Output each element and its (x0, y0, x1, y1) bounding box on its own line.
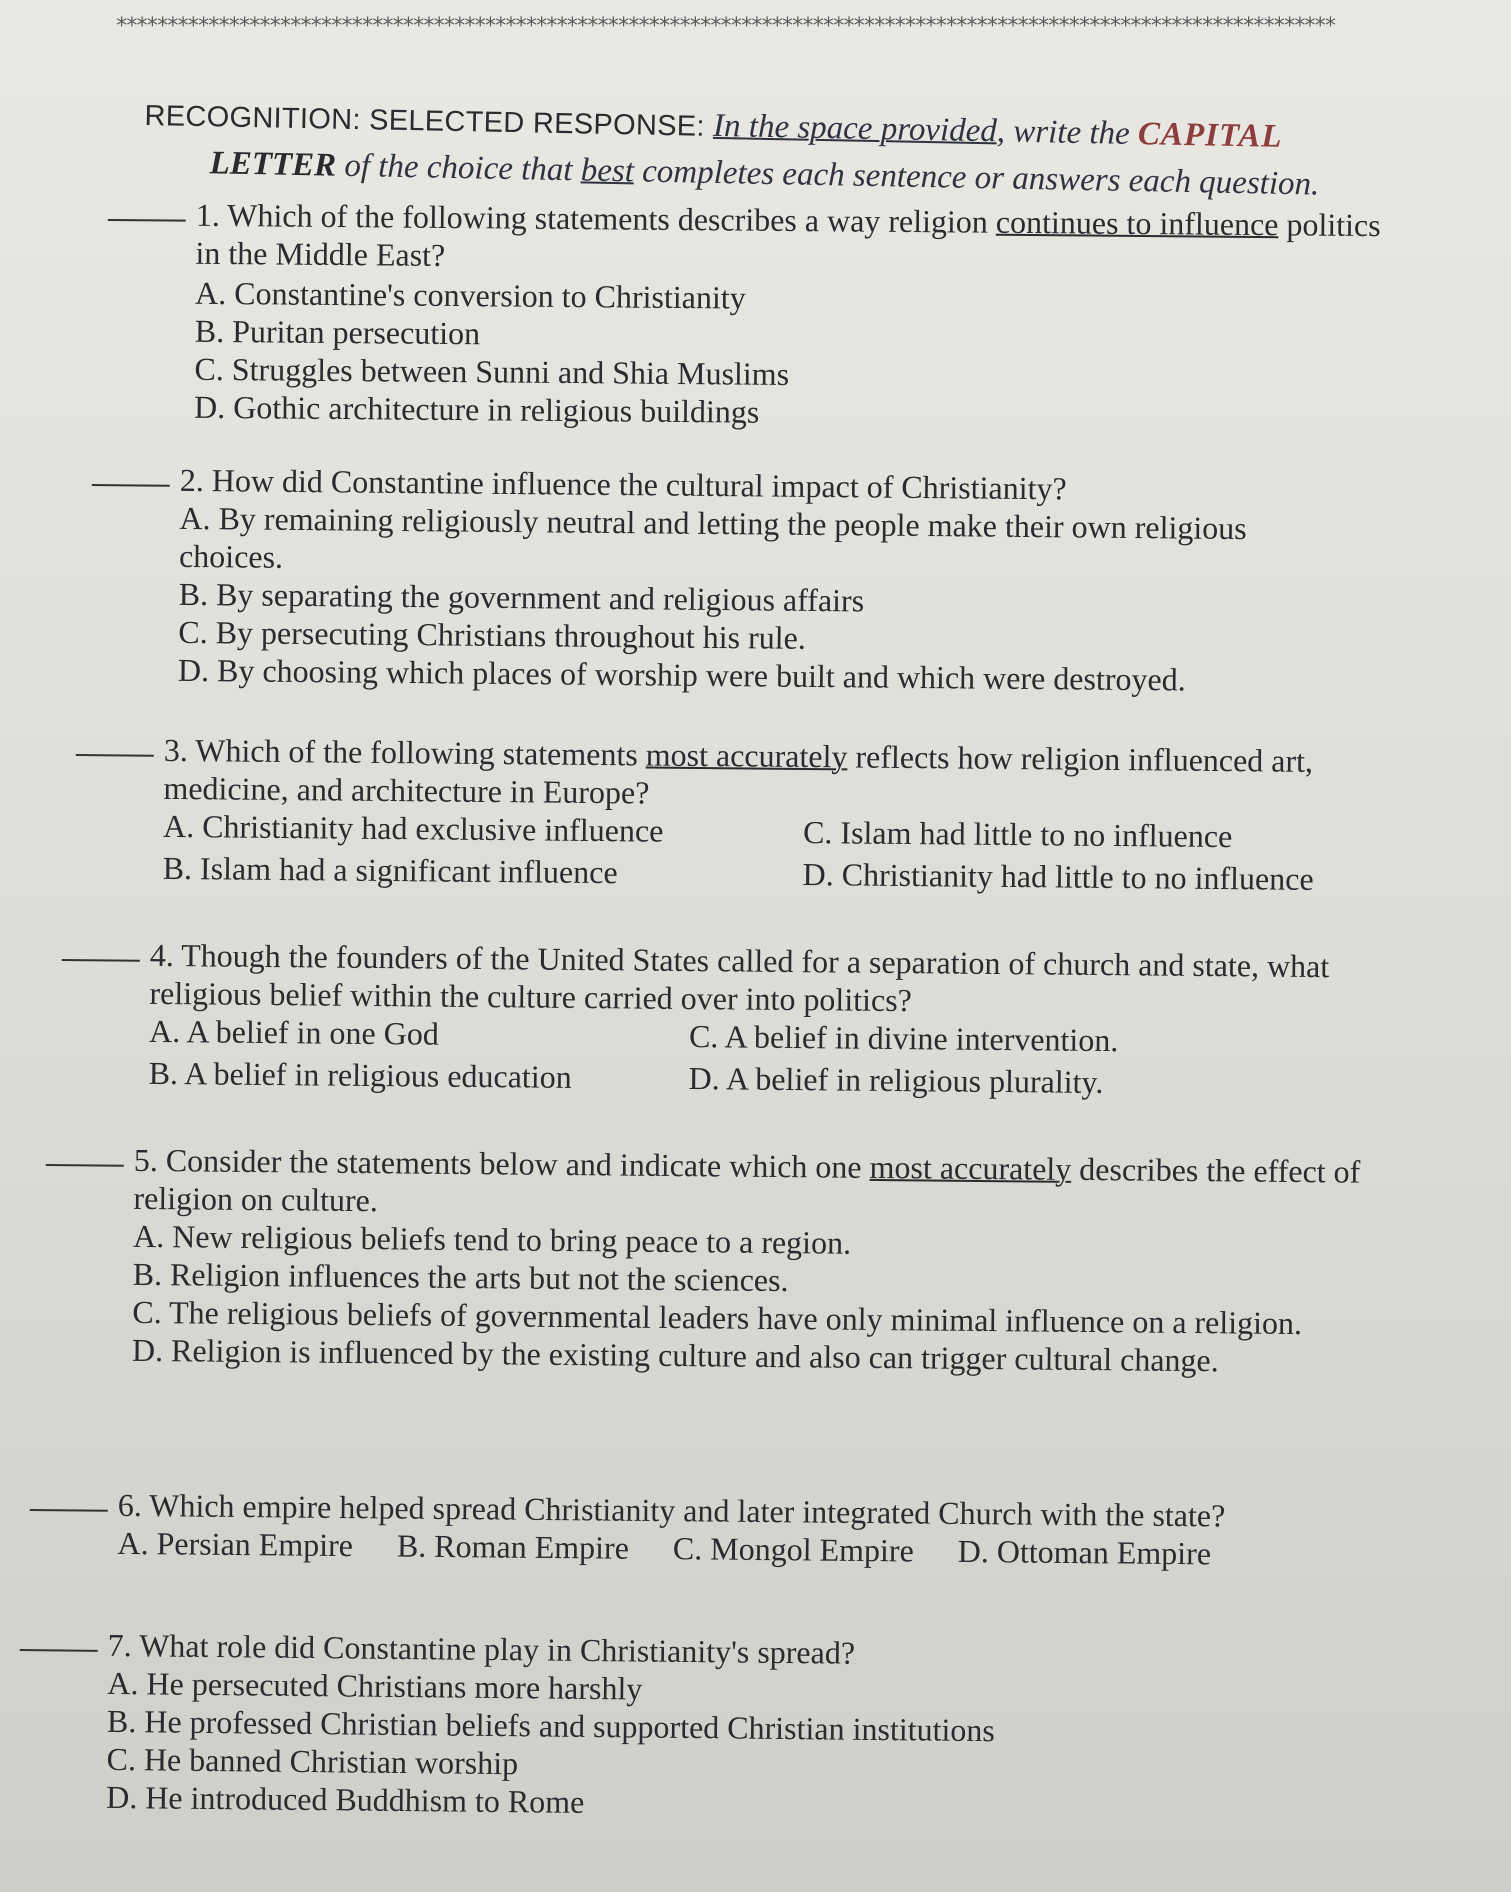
option-c: C. Struggles between Sunni and Shia Muslims (194, 350, 790, 392)
option-c: C. Islam had little to no influence (802, 813, 1233, 855)
question-5 (44, 1140, 1416, 1381)
option-a: A. By remaining religiously neutral and letting the people make their own religious choices. (178, 499, 1247, 575)
option-a: A. Christianity had exclusive influence (162, 807, 664, 849)
instructions-best: best (580, 152, 635, 190)
option-d: D. Ottoman Empire (957, 1532, 1212, 1572)
option-b: B. Roman Empire (396, 1527, 630, 1566)
instructions-in-space: In the space provided (712, 107, 998, 150)
answer-blank[interactable] (30, 1485, 108, 1512)
question-text: 5. Consider the statements below and indicate which one most accurately describes the effect of religion on culture. (133, 1141, 1361, 1219)
answer-blank[interactable] (20, 1625, 98, 1652)
option-c: C. The religious beliefs of governmental leaders have only minimal influence on a religion. (132, 1293, 1303, 1342)
decorative-star-border: *********************************************************************************************************************** (115, 14, 1335, 39)
question-stem (107, 195, 1398, 282)
question-text: 2. How did Constantine influence the cultural impact of Christianity? (179, 461, 1067, 507)
option-b: B. He professed Christian beliefs and supported Christian institutions (106, 1702, 996, 1749)
question-2 (90, 460, 1372, 700)
instructions-of-choice: of the choice that (335, 147, 582, 189)
question-text: 7. What role did Constantine play in Christianity's spread? (107, 1626, 856, 1671)
option-a: A. Constantine's conversion to Christianity (194, 274, 746, 316)
option-c: C. A belief in divine intervention. (688, 1018, 1119, 1059)
option-a: A. He persecuted Christians more harshly (107, 1664, 643, 1707)
answer-blank[interactable] (108, 195, 186, 222)
option-d: D. Christianity had little to no influence (802, 855, 1314, 897)
option-c: C. By persecuting Christians throughout his rule. (178, 613, 806, 656)
option-b: B. A belief in religious education (148, 1054, 572, 1095)
option-a: A. Persian Empire (117, 1524, 354, 1564)
instructions-letter: LETTER (209, 145, 337, 184)
option-a: A. New religious beliefs tend to bring peace to a region. (132, 1217, 852, 1261)
option-b: B. By separating the government and religious affairs (178, 575, 865, 619)
question-4 (61, 935, 1402, 1104)
question-6 (29, 1485, 1420, 1574)
answer-blank[interactable] (46, 1140, 124, 1167)
answer-blank[interactable] (62, 935, 140, 962)
question-stem (45, 1140, 1416, 1229)
instructions-capital: CAPITAL (1137, 116, 1283, 155)
option-d: D. A belief in religious plurality. (688, 1060, 1104, 1101)
option-c: C. He banned Christian worship (106, 1740, 519, 1782)
options-grid (61, 1011, 1402, 1104)
option-b: B. Religion influences the arts but not the sciences. (132, 1255, 789, 1299)
instructions-lead: RECOGNITION: SELECTED RESPONSE: (144, 99, 706, 143)
instructions-write-the: , write the (996, 113, 1139, 153)
question-text: 3. Which of the following statements most accurately reflects how religion influenced art, medicine, and architecture in Europe? (163, 731, 1314, 811)
option-d: D. Religion is influenced by the existing culture and also can trigger cultural change. (131, 1331, 1219, 1379)
option-b: B. Islam had a significant influence (162, 849, 618, 891)
question-text: 1. Which of the following statements describes a way religion continues to influence politics in the Middle East? (195, 196, 1381, 273)
options-grid (75, 806, 1436, 899)
question-3 (75, 730, 1436, 899)
question-stem (61, 935, 1402, 1024)
answer-blank[interactable] (92, 460, 170, 487)
answer-blank[interactable] (76, 730, 154, 757)
instructions (143, 92, 1385, 209)
option-a: A. A belief in one God (148, 1012, 439, 1052)
option-d: D. Gothic architecture in religious buildings (193, 388, 760, 430)
option-d: D. He introduced Buddhism to Rome (106, 1778, 585, 1820)
question-1 (106, 195, 1398, 436)
option-b: B. Puritan persecution (194, 312, 481, 352)
question-stem (75, 730, 1436, 819)
option-c: C. Mongol Empire (672, 1530, 914, 1569)
question-text: 4. Though the founders of the United States called for a separation of church and state, what religious belief within the culture carried over into politics? (149, 936, 1330, 1019)
instructions-rest: completes each sentence or answers each question. (633, 153, 1320, 203)
question-7 (18, 1625, 1410, 1830)
option-d: D. By choosing which places of worship were built and which were destroyed. (177, 651, 1186, 698)
question-text: 6. Which empire helped spread Christianity and later integrated Church with the state? (117, 1486, 1226, 1534)
